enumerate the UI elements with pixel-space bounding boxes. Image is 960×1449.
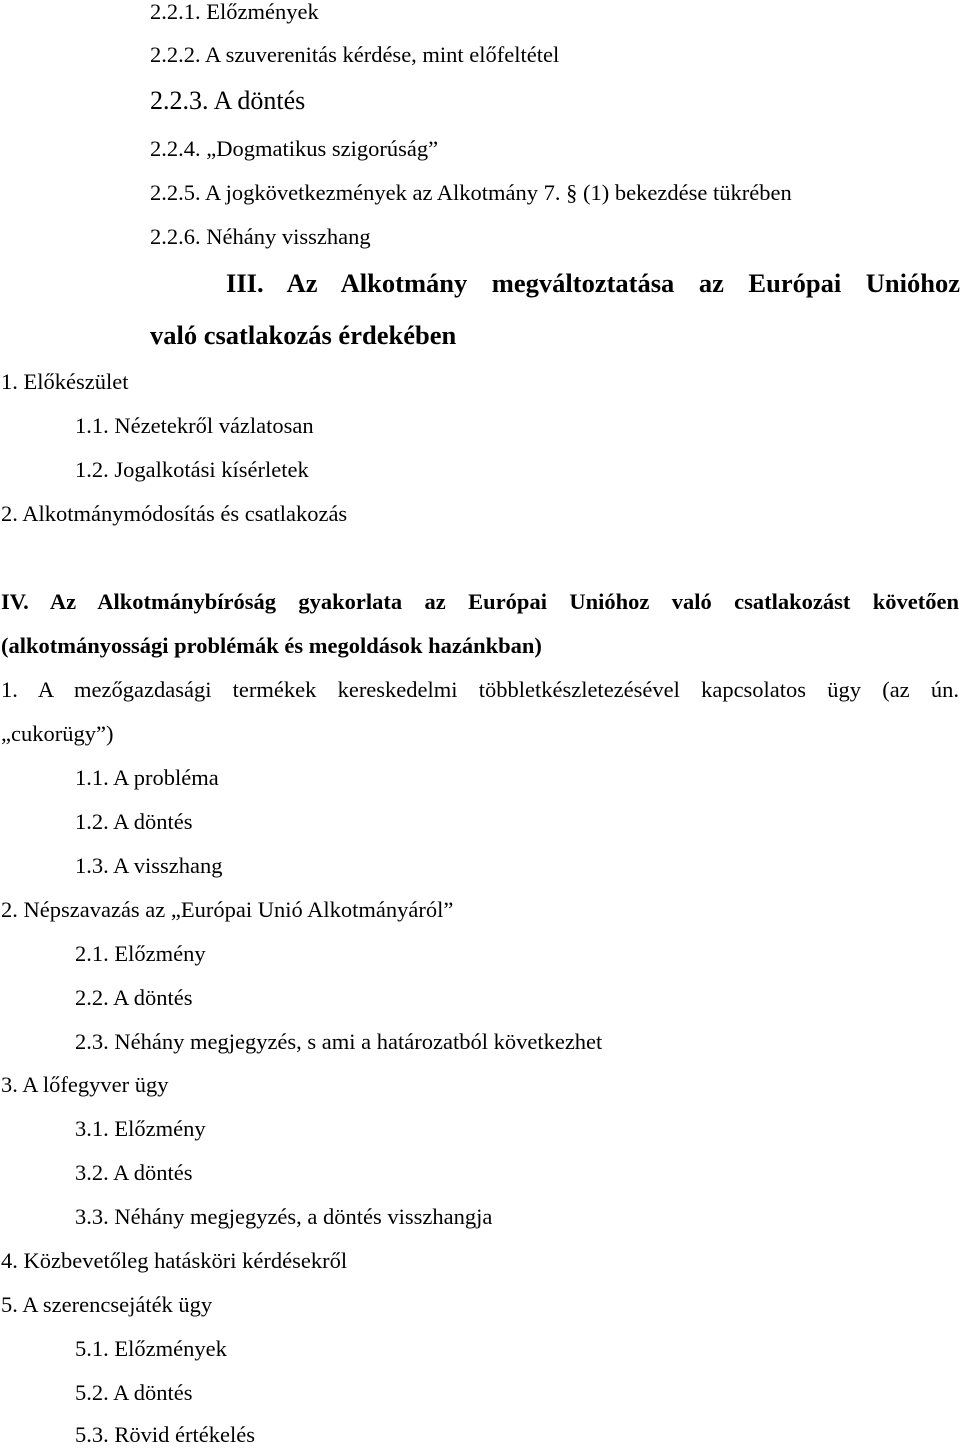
toc-entry-4-2-1: 2.1. Előzmény (75, 941, 206, 966)
toc-entry-4-5: 5. A szerencsejáték ügy (1, 1292, 213, 1317)
toc-entry-3-2: 2. Alkotmánymódosítás és csatlakozás (1, 501, 348, 526)
toc-entry-4-2: 2. Népszavazás az „Európai Unió Alkotmányáról” (1, 897, 454, 922)
toc-entry-2-2-6: 2.2.6. Néhány visszhang (150, 224, 371, 249)
toc-entry-4-3: 3. A lőfegyver ügy (1, 1072, 169, 1097)
toc-entry-4-5-2: 5.2. A döntés (75, 1380, 193, 1405)
toc-entry-2-2-5: 2.2.5. A jogkövetkezmények az Alkotmány 7. § (1) bekezdése tükrében (150, 180, 792, 205)
toc-entry-4-1-2: 1.2. A döntés (75, 809, 193, 834)
toc-entry-2-2-3: 2.2.3. A döntés (150, 86, 306, 115)
chapter-3-title-line-1: III. Az Alkotmány megváltoztatása az Európai Unióhoz (226, 268, 960, 298)
toc-entry-4-3-1: 3.1. Előzmény (75, 1116, 206, 1141)
toc-entry-3-1-1: 1.1. Nézetekről vázlatosan (75, 413, 314, 438)
toc-entry-4-1-3: 1.3. A visszhang (75, 853, 223, 878)
toc-entry-2-2-4: 2.2.4. „Dogmatikus szigorúság” (150, 136, 439, 161)
toc-entry-4-2-3: 2.3. Néhány megjegyzés, s ami a határozatból következhet (75, 1029, 603, 1054)
toc-entry-3-1: 1. Előkészület (1, 369, 129, 394)
chapter-3-title-line-2: való csatlakozás érdekében (150, 320, 457, 350)
toc-entry-4-1-line-2: „cukorügy”) (1, 721, 114, 746)
toc-entry-2-2-2: 2.2.2. A szuverenitás kérdése, mint előfeltétel (150, 42, 560, 67)
toc-entry-4-5-3: 5.3. Rövid értékelés (75, 1422, 255, 1447)
toc-entry-4-4: 4. Közbevetőleg hatásköri kérdésekről (1, 1248, 348, 1273)
toc-entry-4-1-1: 1.1. A probléma (75, 765, 219, 790)
toc-entry-2-2-1: 2.2.1. Előzmények (150, 0, 319, 24)
toc-entry-4-3-3: 3.3. Néhány megjegyzés, a döntés visszhangja (75, 1204, 493, 1229)
toc-entry-3-1-2: 1.2. Jogalkotási kísérletek (75, 457, 309, 482)
toc-entry-4-5-1: 5.1. Előzmények (75, 1336, 227, 1361)
toc-entry-4-2-2: 2.2. A döntés (75, 985, 193, 1010)
chapter-4-title-line-1: IV. Az Alkotmánybíróság gyakorlata az Európai Unióhoz való csatlakozást követően (1, 589, 959, 614)
toc-entry-4-3-2: 3.2. A döntés (75, 1160, 193, 1185)
toc-entry-4-1-line-1: 1. A mezőgazdasági termékek kereskedelmi többletkészletezésével kapcsolatos ügy (az ún. (1, 677, 959, 702)
chapter-4-title-line-2: (alkotmányossági problémák és megoldások hazánkban) (1, 633, 542, 658)
